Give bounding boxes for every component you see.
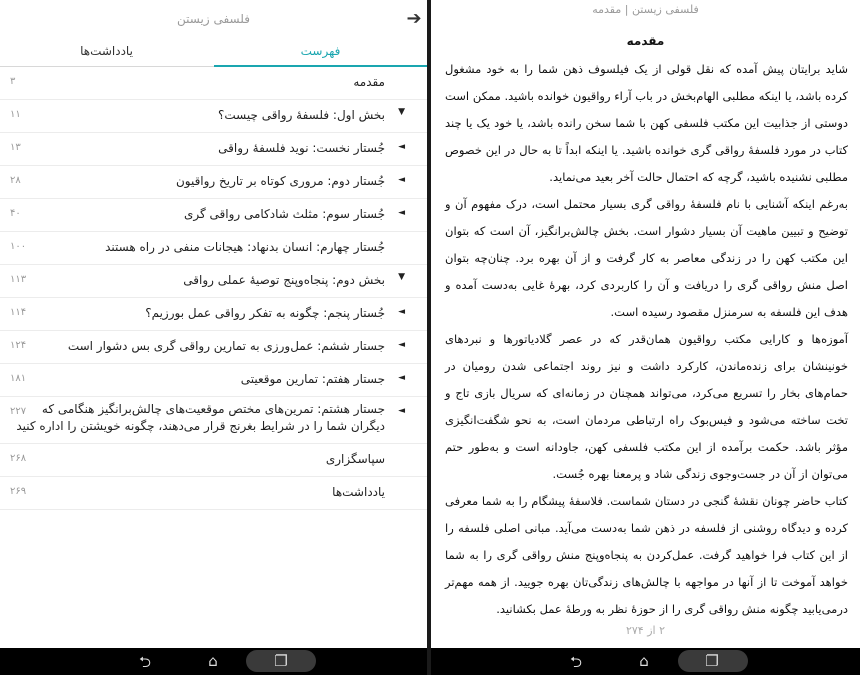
toc-item-page: ۱۱۳ [10, 274, 27, 285]
caret-left-icon[interactable]: ◄ [398, 340, 405, 350]
toc-item-page: ۱۱ [10, 109, 21, 120]
chapter-body [445, 56, 848, 623]
toc-item[interactable] [0, 477, 427, 510]
toc-item-page: ۳ [10, 76, 16, 87]
toc-panel [0, 0, 427, 675]
toc-item[interactable] [0, 444, 427, 477]
system-nav-bar [431, 648, 860, 675]
recents-icon[interactable]: ❐ [705, 652, 719, 670]
toc-item-label: جُستار دوم: مروری کوتاه بر تاریخ رواقیون [175, 174, 385, 188]
toc-list [0, 67, 427, 510]
toc-item-page: ۱۱۴ [10, 307, 27, 318]
page-indicator: ۲ از ۲۷۴ [625, 624, 666, 637]
toc-item-label: مقدمه [353, 75, 385, 89]
caret-left-icon[interactable]: ◄ [398, 208, 405, 218]
toc-item[interactable] [0, 199, 427, 232]
toc-item-label: سپاسگزاری [325, 452, 385, 466]
toc-item-page: ۲۲۷ [10, 406, 27, 417]
recents-icon[interactable]: ❐ [274, 652, 288, 670]
caret-left-icon[interactable]: ◄ [398, 406, 405, 416]
tab-contents[interactable]: فهرست [300, 44, 341, 58]
toc-item[interactable] [0, 232, 427, 265]
toc-item-label: جستار هفتم: تمارین موقعیتی [240, 372, 385, 386]
reader-breadcrumb: فلسفی زیستن | مقدمه [592, 3, 699, 16]
toc-item[interactable] [0, 331, 427, 364]
toc-item[interactable] [0, 265, 427, 298]
caret-down-icon[interactable]: ▼ [398, 272, 405, 282]
chapter-heading: مقدمه [626, 34, 665, 48]
toc-item-page: ۲۶۸ [10, 453, 27, 464]
toc-item-page: ۲۶۹ [10, 486, 27, 497]
toc-item[interactable] [0, 166, 427, 199]
toc-item[interactable] [0, 67, 427, 100]
toc-item[interactable] [0, 100, 427, 133]
paragraph: کتاب حاضر چونان نقشهٔ گنجی در دستان شماست. فلاسفهٔ پیشگام را به شما معرفی کرده و دیدگاه روشنی از فلسفه در ذهن شما به‌دست می‌آید. مبانی اصلی فلسفه را از این کتاب فرا خواهید گرفت. عمل‌کردن به پنجاه‌وپنج منش رواقی گری را به شما خواهد آموخت تا از آنها در مواجهه با چالش‌های زندگی‌تان بهره جویید. از همه مهم‌تر درمی‌یابید چگونه منش رواقی گری را از حوزهٔ نظر به ورطهٔ عمل بکشانید. [445, 494, 848, 616]
back-arrow-icon[interactable]: ⮌ [569, 653, 582, 671]
home-icon[interactable]: ⌂ [208, 652, 218, 670]
toc-item-label: جُستار پنجم: چگونه به تفکر رواقی عمل بورزیم؟ [145, 306, 385, 320]
toc-item-label: جستار ششم: عمل‌ورزی به تمارین رواقی گری بس دشوار است [67, 339, 385, 353]
paragraph: به‌رغم اینکه آشنایی با نام فلسفهٔ رواقی گری بسیار محتمل است، درک مفهوم آن و توضیح و تبیین ماهیت آن بسیار دشوار است. بخش چالش‌برانگیز، آن است که بتوان این مکتب کهن را در زندگی معاصر به کار گرفت و از آن بهره برد. چنان‌چه بتوان اصل منش رواقی گری را دریافت و آن را کاربردی کرد، بهرهٔ غایی به‌دست آمده و هدف این فلسفه به سرمنزل مقصود رسیده است. [445, 197, 848, 319]
toc-header [0, 4, 427, 36]
paragraph: شاید برایتان پیش آمده که نقل قولی از یک فیلسوف ذهن شما را به خود مشغول کرده باشد، یا اینکه مطلبی الهام‌بخش در باب آراء رواقیون خوانده باشید. ممکن است دوستی از جذابیت این مکتب فلسفی کهن با شما سخن رانده باشد، یا خود یک یا چند کتاب در مورد فلسفهٔ رواقی گری خوانده باشید. یا اینکه ابداً تا به حال در این خصوص مطلبی نشنیده باشید، گرچه که احتمال حالت آخر بعید می‌نماید. [445, 62, 848, 184]
caret-left-icon[interactable]: ◄ [398, 373, 405, 383]
caret-down-icon[interactable]: ▼ [398, 107, 405, 117]
toc-item[interactable] [0, 133, 427, 166]
toc-tabs [0, 36, 427, 67]
toc-item-label: بخش اول: فلسفهٔ رواقی چیست؟ [217, 108, 385, 122]
toc-item-page: ۴۰ [10, 208, 21, 219]
toc-item-label: جُستار نخست: نوید فلسفهٔ رواقی [218, 141, 385, 155]
caret-left-icon[interactable]: ◄ [398, 142, 405, 152]
toc-item-label: جستار هشتم: تمرین‌های مختص موقعیت‌های چالش‌برانگیز هنگامی که دیگران شما را در شرایط بغرنج قرار می‌دهند، چگونه خویشتن را اداره کنید [16, 402, 385, 433]
home-icon[interactable]: ⌂ [639, 652, 649, 670]
toc-item-page: ۲۸ [10, 175, 21, 186]
toc-item-label: جُستار چهارم: انسان بدنهاد: هیجانات منفی در راه هستند [105, 240, 385, 254]
back-arrow-icon[interactable]: ⮌ [138, 653, 151, 671]
toc-item-label: بخش دوم: پنجاه‌وپنج توصیهٔ عملی رواقی [183, 273, 385, 287]
paragraph: آموزه‌ها و کارایی مکتب رواقیون همان‌قدر که در عصر گلادیاتورها و نبردهای خونینشان برای زنده‌ماندن، کارکرد داشت و نیز روند اجتماعی شدن رومیان در حمام‌های بخار را تسریع می‌کرد، می‌تواند همچنان در زمانه‌ای که سریال بازی تاج و تخت ساخته می‌شود و فیس‌بوک راه ارتباطی مردمان است، به نحو شگفت‌انگیزی مؤثر باشد. حکمت برآمده از این مکتب فلسفی کهن، جاودانه است و به‌طور حتم می‌توان از آن در جست‌وجوی زندگی شاد و پرمعنا بهره جُست. [445, 332, 848, 481]
toc-item-page: ۱۸۱ [10, 373, 27, 384]
reader-panel [431, 0, 860, 675]
toc-item-page: ۱۳ [10, 142, 21, 153]
caret-left-icon[interactable]: ◄ [398, 175, 405, 185]
toc-item[interactable] [0, 298, 427, 331]
arrow-right-icon[interactable]: ➔ [406, 8, 422, 29]
book-title: فلسفی زیستن [177, 12, 250, 26]
toc-item[interactable] [0, 397, 427, 444]
toc-item-page: ۱۰۰ [10, 241, 27, 252]
toc-item-label: یادداشت‌ها [332, 485, 385, 499]
toc-item-label: جُستار سوم: مثلث شادکامی رواقی گری [183, 207, 385, 221]
toc-item[interactable] [0, 364, 427, 397]
system-nav-bar [0, 648, 427, 675]
tab-notes[interactable]: یادداشت‌ها [80, 44, 133, 58]
toc-item-page: ۱۲۴ [10, 340, 27, 351]
caret-left-icon[interactable]: ◄ [398, 307, 405, 317]
